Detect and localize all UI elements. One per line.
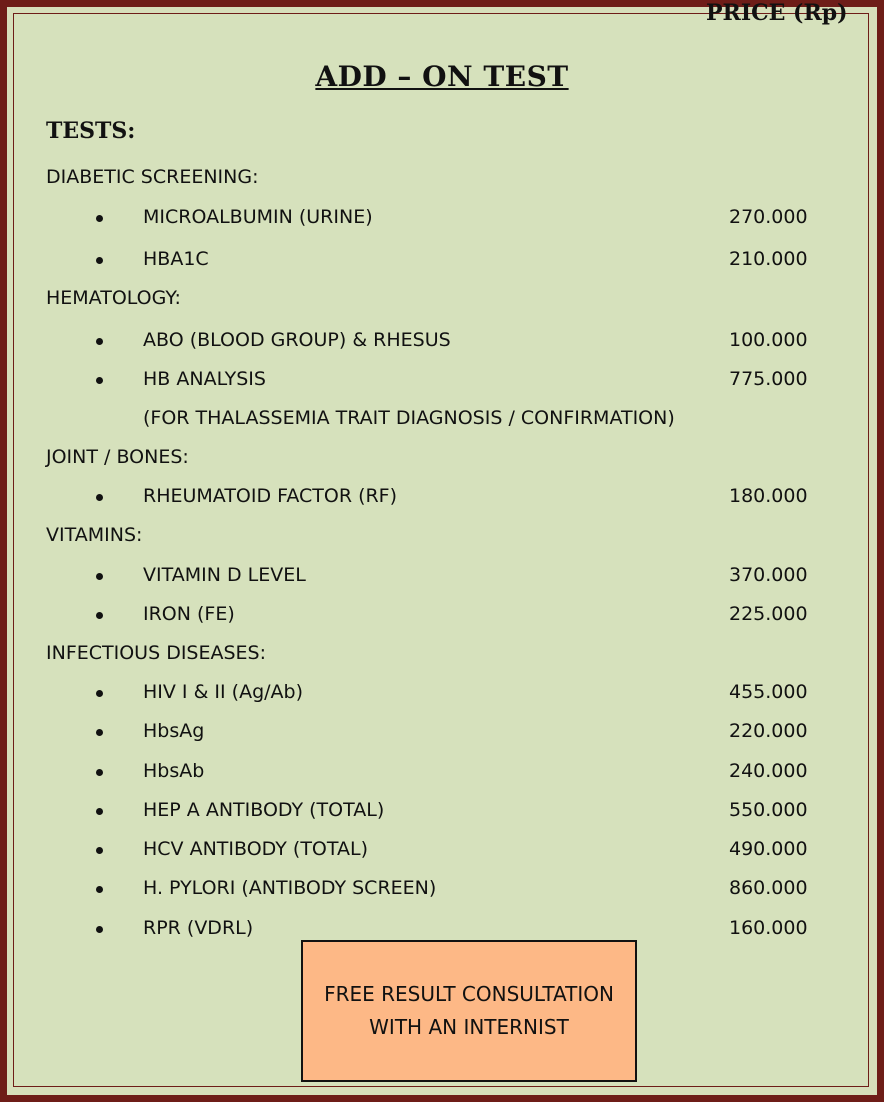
test-name: H. PYLORI (ANTIBODY SCREEN) [143,877,437,899]
test-row [0,206,884,234]
bullet-icon [96,808,103,815]
test-row [0,603,884,631]
test-name: RHEUMATOID FACTOR (RF) [143,485,398,507]
category-row [0,166,884,194]
test-name: HEP A ANTIBODY (TOTAL) [143,799,385,821]
test-price: 160.000 [729,917,808,939]
test-name: HbsAb [143,760,205,782]
test-price: 225.000 [729,603,808,625]
bullet-icon [96,338,103,345]
test-note-row [0,407,884,435]
bullet-icon [96,215,103,222]
test-row [0,368,884,396]
test-row [0,248,884,276]
test-price: 370.000 [729,564,808,586]
test-row [0,329,884,357]
category-row [0,287,884,315]
page-title: ADD – ON TEST [315,60,569,93]
test-price: 455.000 [729,681,808,703]
category-label: JOINT / BONES: [46,446,189,468]
test-price: 180.000 [729,485,808,507]
test-row [0,877,884,905]
test-row [0,681,884,709]
bullet-icon [96,729,103,736]
bullet-icon [96,886,103,893]
test-name: HIV I & II (Ag/Ab) [143,681,304,703]
test-price: 100.000 [729,329,808,351]
price-column-header: PRICE (Rp) [706,0,848,26]
test-note: (FOR THALASSEMIA TRAIT DIAGNOSIS / CONFIRMATION) [143,407,675,429]
category-label: HEMATOLOGY: [46,287,181,309]
test-name: IRON (FE) [143,603,235,625]
test-name: ABO (BLOOD GROUP) & RHESUS [143,329,451,351]
test-price: 270.000 [729,206,808,228]
bullet-icon [96,769,103,776]
bullet-icon [96,494,103,501]
test-name: HbsAg [143,720,205,742]
tests-column-header: TESTS: [46,118,136,144]
category-row [0,446,884,474]
test-price: 490.000 [729,838,808,860]
bullet-icon [96,926,103,933]
test-name: HCV ANTIBODY (TOTAL) [143,838,369,860]
bullet-icon [96,377,103,384]
test-price: 775.000 [729,368,808,390]
test-price: 550.000 [729,799,808,821]
test-price: 860.000 [729,877,808,899]
test-name: VITAMIN D LEVEL [143,564,306,586]
free-consultation-callout: FREE RESULT CONSULTATION WITH AN INTERNIST [301,940,637,1082]
category-label: VITAMINS: [46,524,143,546]
test-row [0,720,884,748]
test-name: MICROALBUMIN (URINE) [143,206,373,228]
category-row [0,642,884,670]
test-row [0,760,884,788]
test-name: HBA1C [143,248,209,270]
category-label: DIABETIC SCREENING: [46,166,259,188]
bullet-icon [96,257,103,264]
category-row [0,524,884,552]
test-name: HB ANALYSIS [143,368,266,390]
test-name: RPR (VDRL) [143,917,254,939]
test-price: 210.000 [729,248,808,270]
bullet-icon [96,847,103,854]
bullet-icon [96,612,103,619]
test-row [0,564,884,592]
bullet-icon [96,690,103,697]
test-price: 220.000 [729,720,808,742]
test-row [0,799,884,827]
test-row [0,838,884,866]
bullet-icon [96,573,103,580]
category-label: INFECTIOUS DISEASES: [46,642,267,664]
test-row [0,485,884,513]
test-price: 240.000 [729,760,808,782]
